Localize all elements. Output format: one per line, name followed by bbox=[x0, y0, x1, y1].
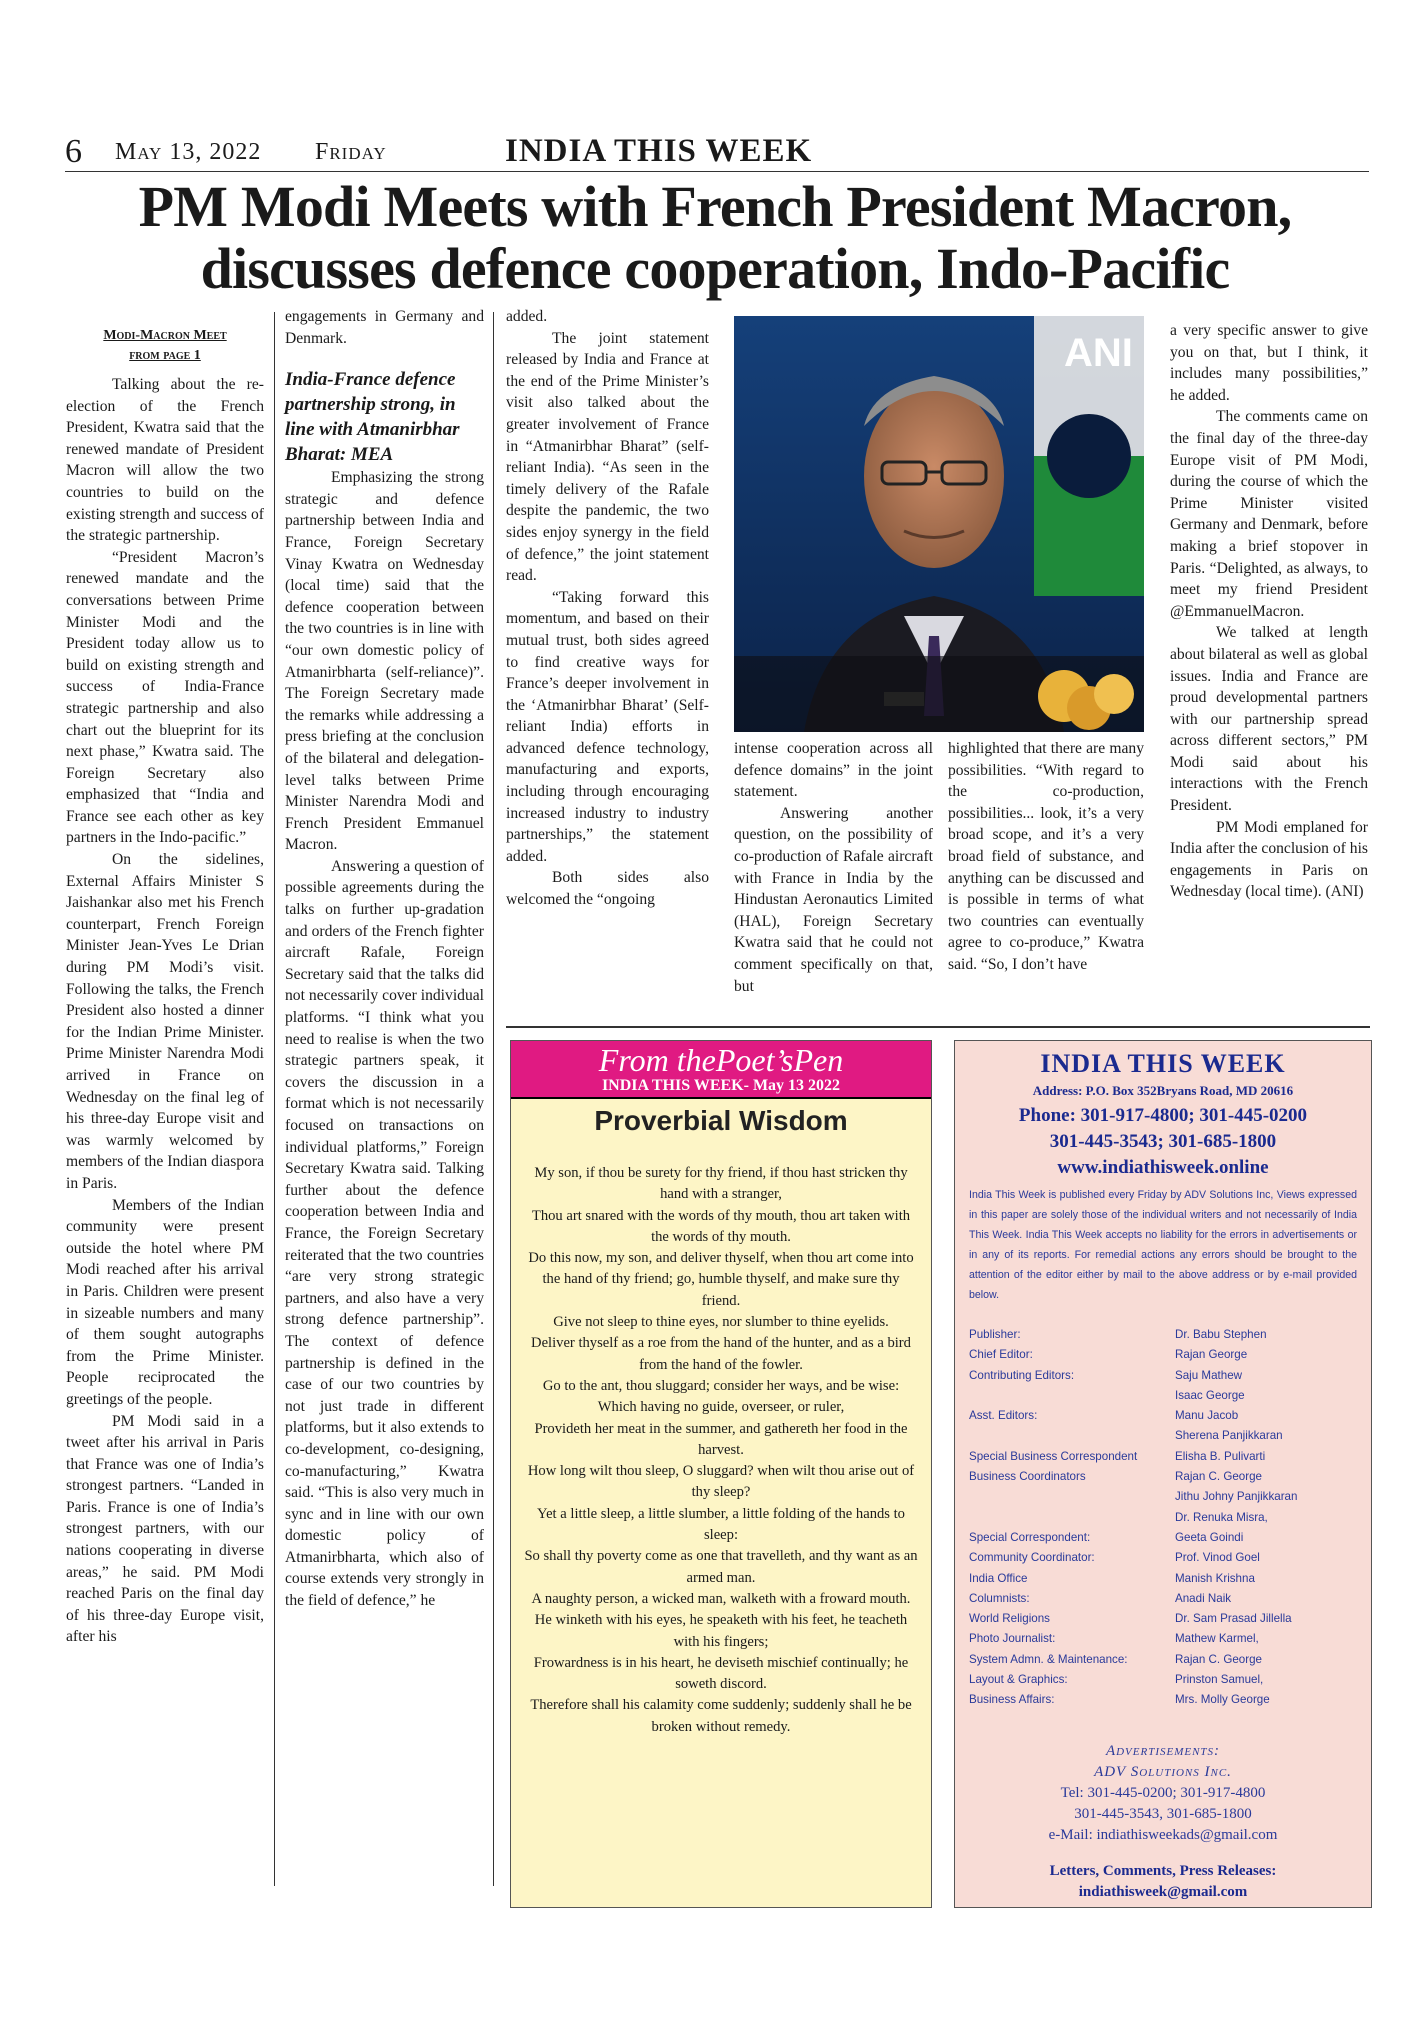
staff-name: Prinston Samuel, bbox=[1175, 1673, 1264, 1687]
poem-line: How long wilt thou sleep, O sluggard? when wilt thou arise out of thy sleep? bbox=[527, 1463, 915, 1501]
staff-row bbox=[969, 1487, 1357, 1507]
paragraph: intense cooperation across all defence domains” in the joint statement. bbox=[734, 740, 933, 801]
staff-name: Saju Mathew bbox=[1175, 1368, 1243, 1382]
poem-line: Go to the ant, thou sluggard; consider her ways, and be wise: bbox=[542, 1377, 900, 1394]
staff-role: Special Business Correspondent bbox=[969, 1449, 1138, 1463]
staff-row bbox=[969, 1325, 1357, 1345]
poem-line: He winketh with his eyes, he speaketh with his feet, he teacheth with his fingers; bbox=[534, 1612, 908, 1650]
paragraph: PM Modi emplaned for India after the conclusion of his engagements in Paris on Wednesday (local time). (ANI) bbox=[1170, 818, 1368, 901]
poem-line: Which having no guide, overseer, or ruler, bbox=[597, 1399, 845, 1416]
staff-name: Rajan C. George bbox=[1175, 1652, 1262, 1666]
staff-row bbox=[969, 1670, 1357, 1690]
poets-pen-box bbox=[510, 1040, 932, 1908]
paragraph: Answering another question, on the possibility of co-production of Rafale aircraft with France in India by the Hindustan Aeronautics Limited (HAL), Foreign Secretary Kwatra said that he could not comment specifically on that, but bbox=[734, 804, 933, 995]
staff-row bbox=[969, 1569, 1357, 1589]
subhead: India-France defence partnership strong, in line with Atmanirbhar Bharat: MEA bbox=[285, 369, 460, 466]
adv-heading: Advertisements: bbox=[1105, 1743, 1221, 1759]
adv-tel-1: Tel: 301-445-0200; 301-917-4800 bbox=[1060, 1785, 1266, 1801]
staff-role: Business Coordinators bbox=[969, 1470, 1086, 1484]
staff-name: Prof. Vinod Goel bbox=[1175, 1551, 1260, 1565]
staff-name: Manu Jacob bbox=[1175, 1409, 1239, 1423]
kicker-line-1: Modi-Macron Meet bbox=[103, 328, 227, 343]
poem-line: Provideth her meat in the summer, and gathereth her food in the harvest. bbox=[534, 1420, 908, 1458]
staff-role: Community Coordinator: bbox=[969, 1551, 1095, 1565]
poem-line: Thou art snared with the words of thy mouth, thou art taken with the words of thy mouth. bbox=[531, 1207, 911, 1245]
news-photo bbox=[734, 316, 1144, 732]
poem-line: Deliver thyself as a roe from the hand of the hunter, and as a bird from the hand of the fowler. bbox=[531, 1335, 911, 1373]
staff-name: Sherena Panjikkaran bbox=[1175, 1429, 1283, 1443]
publication-info-box bbox=[954, 1040, 1372, 1908]
paragraph: On the sidelines, External Affairs Minister S Jaishankar also met his French counterpart, French Foreign Minister Jean-Yves Le Drian during PM Modi’s visit. Following the talks, the French President also hosted a dinner for the Indian Prime Minister. Prime Minister Narendra Modi arrived in France on Wednesday on the final leg of his three-day Europe visit and was warmly welcomed by members of the Indian diaspora in Paris. bbox=[66, 851, 264, 1192]
paragraph: “Taking forward this momentum, and based on their mutual trust, both sides agreed to find creative ways for France’s deeper involvement in the ‘Atmanirbhar Bharat’ (Self-reliant India) efforts in advanced defence technology, manufacturing and exports, including through encouraging increased industry to industry partnerships,” the statement added. bbox=[506, 588, 709, 865]
poem-line: So shall thy poverty come as one that travelleth, and thy want as an armed man. bbox=[524, 1548, 918, 1586]
poem-line: Do this now, my son, and deliver thyself, when thou art come into the hand of thy friend; go, humble thyself, and make sure thy friend. bbox=[528, 1250, 914, 1309]
article-kicker bbox=[66, 326, 264, 366]
poem-line: Yet a little sleep, a little slumber, a little folding of the hands to sleep: bbox=[537, 1505, 905, 1544]
staff-name: Jithu Johny Panjikkaran bbox=[1175, 1490, 1298, 1504]
poem-line: Give not sleep to thine eyes, nor slumber to thine eyelids. bbox=[553, 1314, 889, 1331]
staff-role: Chief Editor: bbox=[969, 1348, 1033, 1362]
poem-body bbox=[523, 1163, 919, 1738]
staff-name: Dr. Sam Prasad Jillella bbox=[1175, 1612, 1292, 1626]
paragraph: “President Macron’s renewed mandate and the conversations between Prime Minister Modi and the President today allow us to build on existing strength and success of India-France strategic partnership and also chart out the blueprint for its next phase,” Kwatra said. The Foreign Secretary also emphasized that “India and France see each other as key partners in the Indo-pacific.” bbox=[66, 548, 264, 847]
paragraph: PM Modi said in a tweet after his arrival in Paris that France was one of India’s strongest partners. “Landed in Paris. France is one of India’s strongest partners, with our nations cooperating in diverse areas,” he said. PM Modi reached Paris on the final day of his three-day Europe visit, after his bbox=[66, 1412, 264, 1646]
paragraph: Both sides also welcomed the “ongoing bbox=[506, 869, 709, 909]
staff-row bbox=[969, 1548, 1357, 1568]
info-description: India This Week is published every Friday by ADV Solutions Inc, Views expressed in this paper are solely those of the individual writers and not necessarily of India This Week. India This Week accepts no liability for the errors in advertisements or in any of its reports. For remedial actions any errors should be brought to the attention of the editor either by mail to the above address or by e-mail provided below. bbox=[969, 1189, 1357, 1301]
info-phone-line-1: Phone: 301-917-4800; 301-445-0200 bbox=[1018, 1105, 1308, 1126]
staff-role: System Admn. & Maintenance: bbox=[969, 1652, 1128, 1666]
article-column-6 bbox=[1170, 320, 1368, 903]
paragraph: added. bbox=[506, 308, 548, 325]
staff-name: Rajan C. George bbox=[1175, 1470, 1262, 1484]
info-phone-line-2: 301-445-3543; 301-685-1800 bbox=[1049, 1131, 1277, 1152]
poem-line: Frowardness is in his heart, he deviseth mischief continually; he soweth discord. bbox=[533, 1654, 909, 1693]
staff-row bbox=[969, 1528, 1357, 1548]
article-column-5 bbox=[948, 738, 1144, 976]
page-number: 6 bbox=[65, 133, 82, 170]
staff-row bbox=[969, 1690, 1357, 1710]
photo-logo: ANI bbox=[1064, 331, 1133, 375]
article-column-1 bbox=[66, 326, 264, 1648]
paragraph: highlighted that there are many possibilities. “With regard to the co-production, possibilities... look, it’s a very broad scope, and it’s a very broad field of substance, and anything can be discussed and is possible in terms of what two countries can eventually agree to co-produce,” Kwatra said. “So, I don’t have bbox=[948, 740, 1144, 973]
column-rule bbox=[274, 312, 275, 1886]
staff-name: Anadi Naik bbox=[1175, 1591, 1232, 1605]
staff-role: Columnists: bbox=[969, 1591, 1030, 1605]
adv-tel-2: 301-445-3543, 301-685-1800 bbox=[1074, 1806, 1252, 1822]
poets-pen-banner bbox=[511, 1041, 931, 1099]
paragraph: The comments came on the final day of the three-day Europe visit of PM Modi, during the course of which the Prime Minister visited Germany and Denmark, before making a brief stopover in Paris. “Delighted, as always, to meet my friend President @EmmanuelMacron. bbox=[1170, 408, 1368, 620]
poets-pen-banner-subtitle: INDIA THIS WEEK- May 13 2022 bbox=[601, 1077, 841, 1094]
staff-name: Mrs. Molly George bbox=[1175, 1693, 1270, 1707]
masthead bbox=[65, 133, 1369, 172]
issue-day: Friday bbox=[315, 139, 387, 165]
staff-row bbox=[969, 1609, 1357, 1629]
adv-email-link[interactable]: e-Mail: indiathisweekads@gmail.com bbox=[1048, 1827, 1278, 1843]
staff-name: Mathew Karmel, bbox=[1175, 1632, 1259, 1646]
kicker-line-2: from page 1 bbox=[129, 348, 201, 363]
section-rule bbox=[506, 1026, 1370, 1028]
adv-company: ADV Solutions Inc. bbox=[1094, 1764, 1232, 1780]
poem-line: My son, if thou be surety for thy friend, if thou hast stricken thy hand with a stranger, bbox=[534, 1165, 908, 1203]
staff-name: Elisha B. Pulivarti bbox=[1175, 1449, 1266, 1463]
article-column-2 bbox=[285, 306, 484, 1612]
poets-pen-banner-title: From thePoet’sPen bbox=[598, 1042, 844, 1078]
paragraph: a very specific answer to give you on that, but I think, it includes many possibilities,” he added. bbox=[1170, 322, 1368, 404]
staff-name: Rajan George bbox=[1175, 1348, 1248, 1362]
paragraph: Answering a question of possible agreements during the talks on further up-gradation and orders of the French fighter aircraft Rafale, Foreign Secretary said that the talks did not necessarily cover individual platforms. “I think what you need to realise is when the two strategic partners speak, it covers the discussion in a format which is not necessarily focused on transactions on individual platforms,” Foreign Secretary Kwatra said. Talking further about the defence cooperation between India and France, the Foreign Secretary reiterated that the two countries “are very strong strategic partners, and also have a very strong defence partnership”. The context of defence partnership is defined in the case of our two countries by not just trade in different platforms, but it also extends to co-development, co-designing, co-manufacturing,” Kwatra said. “This is also very much in sync and in line with our own domestic policy of Atmanirbharta, which also of course extends very strongly in the field of defence,” he bbox=[285, 857, 484, 1610]
staff-row bbox=[969, 1386, 1357, 1406]
staff-row bbox=[969, 1508, 1357, 1528]
staff-role: World Religions bbox=[969, 1612, 1050, 1626]
paragraph: Emphasizing the strong strategic and defence partnership between India and France, Foreign Secretary Vinay Kwatra on Wednesday (local time) said that the defence cooperation between the two countries is in line with “our own domestic policy of Atmanirbharta (self-reliance)”. The Foreign Secretary made the remarks while addressing a press briefing at the conclusion of the bilateral and delegation-level talks between Prime Minister Narendra Modi and French President Emmanuel Macron. bbox=[285, 469, 484, 854]
staff-role: Layout & Graphics: bbox=[969, 1673, 1068, 1687]
staff-role bbox=[969, 1487, 1175, 1507]
staff-role: Asst. Editors: bbox=[969, 1409, 1038, 1423]
staff-row bbox=[969, 1345, 1357, 1365]
letters-label: Letters, Comments, Press Releases: bbox=[1049, 1863, 1277, 1879]
staff-row bbox=[969, 1406, 1357, 1426]
staff-role: Special Correspondent: bbox=[969, 1530, 1091, 1544]
info-title: INDIA THIS WEEK bbox=[1040, 1049, 1286, 1078]
staff-role: Photo Journalist: bbox=[969, 1632, 1056, 1646]
poem-line: A naughty person, a wicked man, walketh with a froward mouth. bbox=[531, 1590, 911, 1607]
issue-date: May 13, 2022 bbox=[115, 139, 262, 165]
staff-name: Dr. Babu Stephen bbox=[1175, 1328, 1267, 1341]
info-phones bbox=[955, 1103, 1371, 1181]
poem-line: Therefore shall his calamity come suddenly; suddenly shall he be broken without remedy. bbox=[530, 1697, 912, 1735]
staff-row bbox=[969, 1589, 1357, 1609]
staff-name: Manish Krishna bbox=[1175, 1571, 1255, 1585]
staff-role bbox=[969, 1386, 1175, 1406]
staff-role: Publisher: bbox=[969, 1328, 1021, 1341]
staff-role: Contributing Editors: bbox=[969, 1368, 1075, 1382]
staff-role: Business Affairs: bbox=[969, 1693, 1055, 1707]
article-column-4 bbox=[734, 738, 933, 997]
paragraph: engagements in Germany and Denmark. bbox=[285, 308, 484, 347]
staff-role: India Office bbox=[969, 1571, 1028, 1585]
publication-name: INDIA THIS WEEK bbox=[505, 133, 813, 169]
staff-role bbox=[969, 1508, 1175, 1528]
staff-row bbox=[969, 1366, 1357, 1386]
letters-info bbox=[955, 1861, 1371, 1903]
article-column-3 bbox=[506, 306, 709, 911]
paragraph: Members of the Indian community were present outside the hotel where PM Modi reached after his arrival in Paris. Children were present in sizeable numbers and many of them sought autographs from the Prime Minister. People reciprocated the greetings of the people. bbox=[66, 1196, 264, 1408]
staff-name: Dr. Renuka Misra, bbox=[1175, 1510, 1268, 1524]
staff-row bbox=[969, 1447, 1357, 1467]
staff-role bbox=[969, 1426, 1175, 1446]
staff-row bbox=[969, 1650, 1357, 1670]
info-website-link[interactable]: www.indiathisweek.online bbox=[1057, 1157, 1269, 1178]
staff-list bbox=[969, 1325, 1357, 1711]
poem-title: Proverbial Wisdom bbox=[594, 1105, 848, 1136]
photo-illustration bbox=[734, 316, 1144, 732]
staff-row bbox=[969, 1467, 1357, 1487]
paragraph: Talking about the re-election of the French President, Kwatra said that the renewed mandate of President Macron will allow the two countries to build on the existing strength and success of the strategic partnership. bbox=[66, 376, 264, 545]
headline-line-2: discusses defence cooperation, Indo-Pacific bbox=[200, 236, 1230, 301]
staff-name: Geeta Goindi bbox=[1175, 1530, 1244, 1544]
staff-row bbox=[969, 1629, 1357, 1649]
headline bbox=[60, 176, 1370, 300]
staff-name: Isaac George bbox=[1175, 1388, 1245, 1402]
headline-line-1: PM Modi Meets with French President Macron, bbox=[138, 174, 1292, 239]
paragraph: The joint statement released by India and France at the end of the Prime Minister’s visit also talked about the greater involvement of France in “Atmanirbhar Bharat” (self-reliant India). “As seen in the timely delivery of the Rafale despite the pandemic, the two sides enjoy synergy in the field of defence,” the joint statement read. bbox=[506, 329, 709, 585]
paragraph: We talked at length about bilateral as well as global issues. India and France are proud developmental partners with our partnership spread across different sectors,” PM Modi said about his interactions with the French President. bbox=[1170, 624, 1368, 815]
column-rule bbox=[493, 312, 494, 1886]
staff-row bbox=[969, 1426, 1357, 1446]
info-address: Address: P.O. Box 352Bryans Road, MD 20616 bbox=[1032, 1083, 1294, 1098]
advertisements-info bbox=[955, 1741, 1371, 1846]
letters-email-link[interactable]: indiathisweek@gmail.com bbox=[1078, 1884, 1248, 1900]
